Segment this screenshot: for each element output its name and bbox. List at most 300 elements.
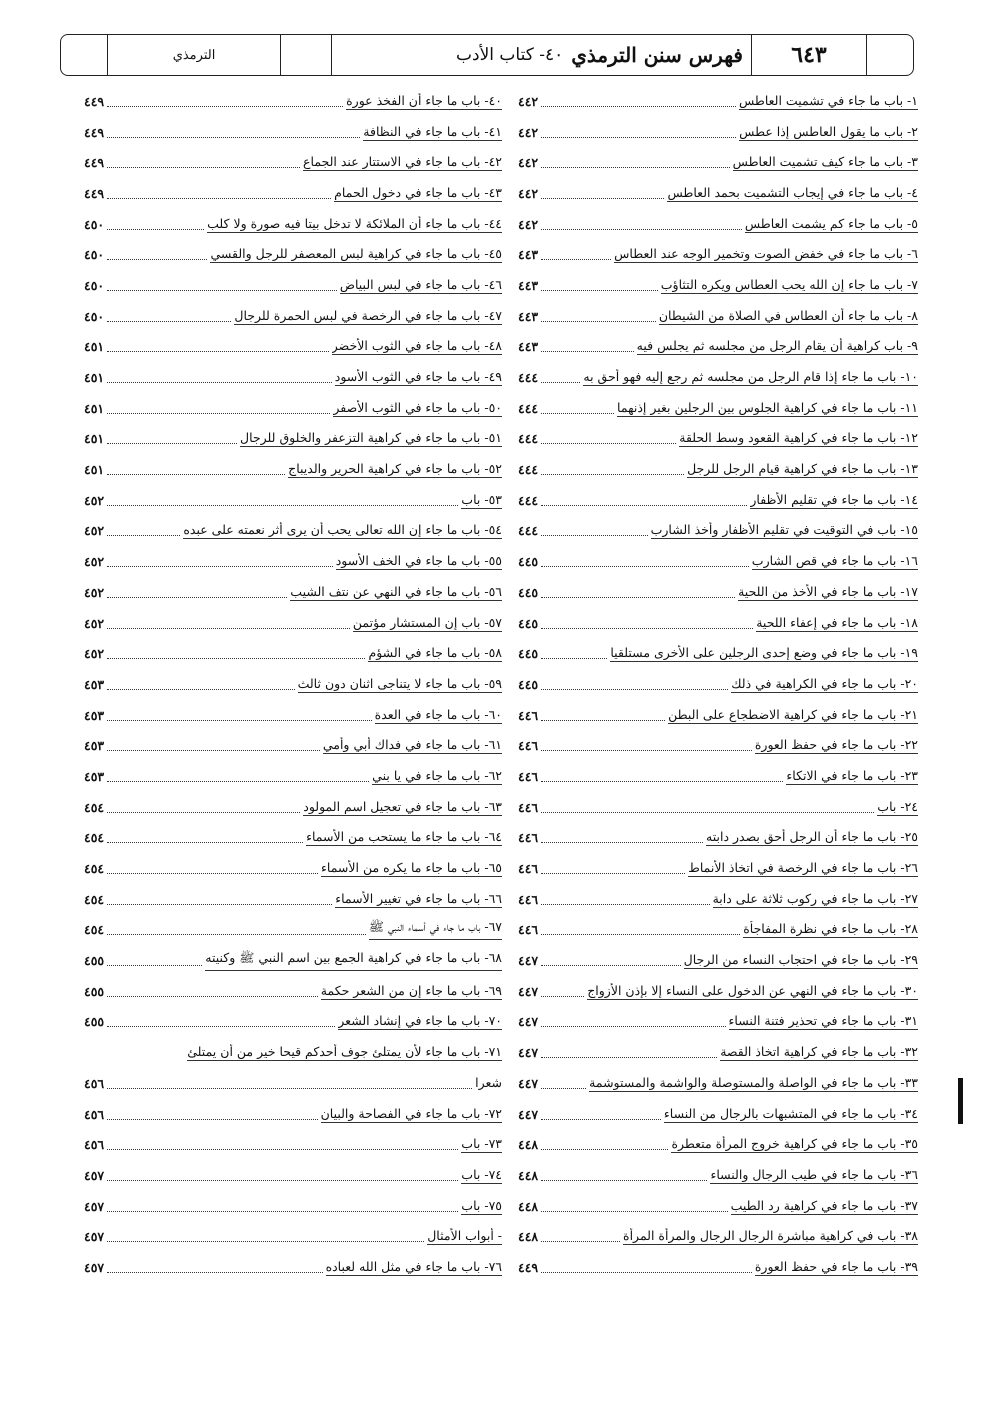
leader-dots [541,934,740,935]
entry-page: ٤٥٢ [84,584,105,600]
toc-right-column [518,86,918,1283]
running-head: الترمذي [107,35,280,75]
leader-dots [107,321,231,322]
entry-title: ٦٨- باب ما جاء في كراهية الجمع بين اسم النبي ﷺ وكنيته [205,950,502,971]
leader-dots [107,689,294,690]
toc-entry [84,239,502,270]
entry-title: ٤٩- باب ما جاء في الثوب الأسود [334,369,502,385]
toc-entry [84,454,502,485]
entry-page: ٤٤٣ [518,247,539,263]
page-number: ٦٤٣ [751,35,866,75]
entry-page: ٤٤٢ [518,185,539,201]
toc-entry [518,1252,918,1283]
entry-page: ٤٤٩ [84,185,105,201]
entry-title: ٣١- باب ما جاء في تحذير فتنة النساء [728,1013,918,1029]
toc-entry [84,884,502,915]
entry-title: ١٢- باب ما جاء في كراهية القعود وسط الحلقة [679,430,918,446]
entry-title: ٢٣- باب ما جاء في الاتكاء [786,767,918,783]
toc-entry [84,301,502,332]
toc-entry [518,332,918,363]
entry-title: ٤٧- باب ما جاء في الرخصة في لبس الحمرة للرجال [234,307,502,323]
entry-title: - أبواب الأمثال [427,1228,502,1244]
entry-page: ٤٥٣ [84,768,105,784]
toc-entry [518,915,918,946]
entry-title: ١٤- باب ما جاء في تقليم الأظفار [750,491,918,507]
leader-dots [541,1241,620,1242]
entry-title: ٦٦- باب ما جاء في تغيير الأسماء [335,890,502,906]
toc-entry [518,1191,918,1222]
toc-entry [518,577,918,608]
leader-dots [541,443,676,444]
entry-title: ٢٥- باب ما جاء أن الرجل أحق بصدر دابته [706,829,918,845]
toc-entry [84,393,502,424]
toc-entry [84,608,502,639]
entry-page: ٤٤٦ [518,891,539,907]
toc-entry [84,1191,502,1222]
entry-page: ٤٥٠ [84,277,105,293]
entry-title: ٤٨- باب ما جاء في الثوب الأخضر [331,338,502,354]
entry-page: ٤٤٥ [518,646,539,662]
toc-entry [518,823,918,854]
entry-page: ٤٤٤ [518,370,539,386]
entry-title: ٤٦- باب ما جاء في لبس البياض [339,276,502,292]
toc-entry [518,976,918,1007]
entry-page: ٤٤٥ [518,615,539,631]
entry-page: ٤٤٨ [518,1198,539,1214]
entry-title: ٣- باب ما جاء كيف تشميت العاطس [732,154,918,170]
toc-entry [84,1037,502,1068]
entry-page: ٤٤٣ [518,277,539,293]
entry-page: ٤٥٣ [84,676,105,692]
entry-page: ٤٥٧ [84,1259,105,1275]
entry-page: ٤٤٤ [518,400,539,416]
entry-title: ٧٥- باب [461,1197,502,1213]
entry-title: ٦٣- باب ما جاء في تعجيل اسم المولود [303,798,502,814]
entry-page: ٤٤٧ [518,1106,539,1122]
toc-entry [84,915,502,946]
entry-page: ٤٥٦ [84,1137,105,1153]
toc-entry [518,393,918,424]
toc-entry [518,853,918,884]
entry-page: ٤٤٤ [518,523,539,539]
toc-entry [84,1129,502,1160]
entry-page: ٤٥٦ [84,1075,105,1091]
toc-entry [84,761,502,792]
leader-dots [541,996,584,997]
toc-entry [518,1007,918,1038]
toc-entry [84,730,502,761]
entry-page: ٤٥٧ [84,1229,105,1245]
leader-dots [107,1026,335,1027]
leader-dots [107,658,365,659]
entry-title: ٢١- باب ما جاء في كراهية الاضطجاع على البطن [668,706,918,722]
entry-title: ٥٧- باب إن المستشار مؤتمن [352,614,502,630]
leader-dots [107,290,337,291]
entry-title: ٤٠- باب ما جاء أن الفخذ عورة [346,92,502,108]
leader-dots [107,1119,317,1120]
entry-page: ٤٤٧ [518,1045,539,1061]
leader-dots [541,965,681,966]
entry-page: ٤٤٥ [518,584,539,600]
toc-entry [518,1160,918,1191]
entry-title: ٧٢- باب ما جاء في الفصاحة والبيان [320,1105,502,1121]
entry-page: ٤٤٧ [518,1075,539,1091]
entry-title: ١٥- باب في التوقيت في تقليم الأظفار وأخذ الشارب [650,522,918,538]
entry-page: ٤٤٩ [84,155,105,171]
entry-title: ٥١- باب ما جاء في كراهية التزعفر والخلوق للرجال [240,430,502,446]
leader-dots [541,259,611,260]
toc-entry [518,669,918,700]
entry-page: ٤٥٥ [84,953,105,969]
toc-entry [84,1099,502,1130]
leader-dots [541,505,747,506]
toc-entry [518,178,918,209]
entry-title: ١٦- باب ما جاء في قص الشارب [751,553,918,569]
toc-entry [518,1099,918,1130]
entry-page: ٤٥١ [84,370,105,386]
toc-entry [84,700,502,731]
leader-dots [541,351,634,352]
entry-title: ١٠- باب ما جاء إذا قام الرجل من مجلسه ثم رجع إليه فهو أحق به [583,369,918,385]
toc-entry [518,1037,918,1068]
leader-dots [541,535,647,536]
entry-page: ٤٥٠ [84,247,105,263]
entry-title: شعرا [475,1075,502,1091]
toc-entry [84,117,502,148]
entry-title: ٣٢- باب ما جاء في كراهية اتخاذ القصة [720,1044,918,1060]
entry-page: ٤٥٦ [84,1106,105,1122]
leader-dots [541,658,607,659]
toc-entry [84,178,502,209]
toc-entry [84,1007,502,1038]
entry-title: ٥٥- باب ما جاء في الخف الأسود [335,553,502,569]
entry-page: ٤٤٧ [518,953,539,969]
entry-title: ٩- باب كراهية أن يقام الرجل من مجلسه ثم يجلس فيه [636,338,918,354]
entry-title: ٦٠- باب ما جاء في العدة [374,706,502,722]
toc-entry [518,1221,918,1252]
entry-title: ٣٥- باب ما جاء في كراهية خروج المرأة متعطرة [671,1136,918,1152]
book-title: فهرس سنن الترمذي [571,43,743,67]
entry-page: ٤٤٧ [518,983,539,999]
entry-title: ١- باب ما جاء في تشميت العاطس [738,92,918,108]
entry-page: ٤٥٣ [84,707,105,723]
entry-page: ٤٥٢ [84,615,105,631]
leader-dots [107,259,207,260]
leader-dots [107,628,350,629]
toc-entry [518,270,918,301]
toc-entry [84,638,502,669]
leader-dots [107,873,318,874]
leader-dots [107,474,285,475]
entry-title: ٦٧- باب ما جاء في أسماء النبي ﷺ [369,919,502,940]
entry-title: ٢٤- باب [877,798,918,814]
toc-entry [84,1252,502,1283]
entry-page: ٤٤٨ [518,1137,539,1153]
leader-dots [107,535,180,536]
leader-dots [541,720,665,721]
entry-page: ٤٥٧ [84,1167,105,1183]
leader-dots [541,321,656,322]
leader-dots [541,1211,727,1212]
entry-title: ٤- باب ما جاء في إيجاب التشميت بحمد العاطس [667,184,918,200]
entry-title: ٢٠- باب ما جاء في الكراهية في ذلك [731,675,918,691]
entry-title: ٥- باب ما جاء كم يشمت العاطس [744,215,918,231]
entry-title: ٧٤- باب [461,1166,502,1182]
entry-page: ٤٥٥ [84,1014,105,1030]
entry-page: ٤٤٨ [518,1229,539,1245]
header-corner-right [866,35,913,75]
leader-dots [107,781,369,782]
toc-entry [518,516,918,547]
entry-page: ٤٤٩ [84,93,105,109]
entry-page: ٤٤٥ [518,554,539,570]
leader-dots [541,812,874,813]
toc-entry [84,424,502,455]
toc-entry [84,485,502,516]
entry-page: ٤٥٤ [84,922,105,938]
toc-entry [518,485,918,516]
leader-dots [107,137,360,138]
toc-entry [84,147,502,178]
scan-mark [958,1078,963,1124]
leader-dots [541,198,664,199]
entry-title: ١٨- باب ما جاء في إعفاء اللحية [756,614,918,630]
leader-dots [541,597,735,598]
entry-title: ٥٤- باب ما جاء إن الله تعالى يحب أن يرى أثر نعمته على عبده [183,522,502,538]
entry-title: ٦٩- باب ما جاء إن من الشعر حكمة [320,982,502,998]
entry-page: ٤٥٠ [84,308,105,324]
leader-dots [107,229,204,230]
entry-title: ٧٦- باب ما جاء في مثل الله لعباده [325,1258,502,1274]
toc-entry [84,270,502,301]
entry-page: ٤٤٩ [518,1259,539,1275]
entry-title: ٢٦- باب ما جاء في الرخصة في اتخاذ الأنماط [688,860,918,876]
toc-entry [84,1221,502,1252]
entry-title: ٤٢- باب ما جاء في الاستتار عند الجماع [303,154,502,170]
toc-entry [518,700,918,731]
entry-page: ٤٥٢ [84,554,105,570]
entry-title: ٤٤- باب ما جاء أن الملائكة لا تدخل بيتا فيه صورة ولا كلب [207,215,502,231]
leader-dots [541,873,685,874]
entry-page: ٤٥١ [84,431,105,447]
entry-title: ٥٠- باب ما جاء في الثوب الأصفر [333,399,502,415]
entry-title: ٦- باب ما جاء في خفض الصوت وتخمير الوجه عند العطاس [614,246,918,262]
leader-dots [107,1241,424,1242]
entry-title: ٧٠- باب ما جاء في إنشاد الشعر [338,1013,502,1029]
toc-entry [518,638,918,669]
toc-left-column [84,86,502,1283]
entry-title: ٣٣- باب ما جاء في الواصلة والمستوصلة والواشمة والمستوشمة [589,1074,918,1090]
header-corner-left [61,35,107,75]
leader-dots [107,443,237,444]
toc-entry [518,884,918,915]
entry-title: ٧٣- باب [461,1136,502,1152]
entry-page: ٤٥٣ [84,738,105,754]
leader-dots [541,1119,661,1120]
toc-entry [518,239,918,270]
leader-dots [107,965,202,966]
entry-title: ١٧- باب ما جاء في الأخذ من اللحية [738,583,918,599]
toc-entry [518,1068,918,1099]
toc-entry [84,516,502,547]
entry-page: ٤٤٨ [518,1167,539,1183]
entry-page: ٤٤٩ [84,124,105,140]
entry-title: ٣٠- باب ما جاء في النهي عن الدخول على النساء إلا بإذن الأزواج [587,982,918,998]
toc-entry [518,608,918,639]
entry-page: ٤٤٤ [518,431,539,447]
entry-page: ٤٥٥ [84,983,105,999]
entry-page: ٤٥٠ [84,216,105,232]
leader-dots [107,904,332,905]
entry-title: ٦٤- باب ما جاء ما يستحب من الأسماء [306,829,502,845]
toc-entry [84,1068,502,1099]
toc-entry [84,823,502,854]
toc-entry [84,209,502,240]
entry-title: ٨- باب ما جاء أن العطاس في الصلاة من الشيطان [658,307,918,323]
leader-dots [541,1057,717,1058]
entry-page: ٤٤٣ [518,339,539,355]
entry-page: ٤٤٣ [518,308,539,324]
leader-dots [541,1180,707,1181]
entry-title: ٥٣- باب [461,491,502,507]
toc-entry [518,730,918,761]
entry-title: ١٩- باب ما جاء في وضع إحدى الرجلين على الأخرى مستلقيا [610,645,918,661]
leader-dots [541,628,753,629]
leader-dots [541,137,736,138]
leader-dots [541,106,736,107]
toc-entry [518,117,918,148]
leader-dots [541,566,749,567]
leader-dots [107,842,303,843]
entry-title: ٦١- باب ما جاء في فداك أبي وأمي [322,737,502,753]
leader-dots [107,198,331,199]
leader-dots [107,597,287,598]
entry-title: ٣٦- باب ما جاء في طيب الرجال والنساء [710,1166,918,1182]
entry-title: ٢٨- باب ما جاء في نظرة المفاجأة [743,921,918,937]
toc-entry [518,424,918,455]
entry-page: ٤٤٦ [518,738,539,754]
leader-dots [107,996,318,997]
leader-dots [107,1272,322,1273]
leader-dots [541,1026,725,1027]
entry-title: ٢٩- باب ما جاء في احتجاب النساء من الرجال [683,952,918,968]
page-header [60,34,914,76]
toc-entry [84,1160,502,1191]
toc-entry [84,976,502,1007]
entry-title: ٧- باب ما جاء إن الله يحب العطاس ويكره التثاؤب [660,276,918,292]
entry-title: ٦٢- باب ما جاء في يا بني [372,767,502,783]
entry-page: ٤٤٦ [518,768,539,784]
leader-dots [107,750,320,751]
leader-dots [541,382,580,383]
leader-dots [107,720,372,721]
entry-page: ٤٤٦ [518,707,539,723]
toc-entry [84,669,502,700]
entry-page: ٤٥١ [84,339,105,355]
toc-entry [84,792,502,823]
toc-entry [84,86,502,117]
entry-page: ٤٤٢ [518,124,539,140]
entry-title: ٢٧- باب ما جاء في ركوب ثلاثة على دابة [712,890,918,906]
toc-entry [84,332,502,363]
leader-dots [107,566,333,567]
entry-page: ٤٥١ [84,400,105,416]
leader-dots [107,351,329,352]
leader-dots [541,290,658,291]
toc-entry [518,209,918,240]
entry-page: ٤٥٤ [84,799,105,815]
entry-page: ٤٤٤ [518,492,539,508]
leader-dots [107,106,343,107]
entry-page: ٤٤٤ [518,462,539,478]
entry-page: ٤٤٢ [518,216,539,232]
leader-dots [107,413,330,414]
toc-entry [84,945,502,976]
toc-entry [518,546,918,577]
header-spacer [280,35,331,75]
leader-dots [107,167,300,168]
leader-dots [107,1088,472,1089]
entry-title: ٦٥- باب ما جاء ما يكره من الأسماء [321,860,502,876]
leader-dots [541,229,742,230]
entry-title: ٥٦- باب ما جاء في النهي عن نتف الشيب [290,583,502,599]
toc-entry [518,147,918,178]
entry-page: ٤٤٦ [518,861,539,877]
leader-dots [541,1088,586,1089]
entry-title: ١٣- باب ما جاء في كراهية قيام الرجل للرجل [687,461,918,477]
toc-entry [518,761,918,792]
entry-title: ٣٩- باب ما جاء في حفظ العورة [754,1258,918,1274]
leader-dots [541,750,752,751]
toc-entry [84,362,502,393]
entry-page: ٤٥٢ [84,646,105,662]
section-title: ٤٠- كتاب الأدب [456,45,564,65]
entry-page: ٤٥٤ [84,861,105,877]
entry-title: ٤٥- باب ما جاء في كراهية لبس المعصفر للرجل والقسي [210,246,502,262]
toc-entry [84,853,502,884]
entry-title: ٣٤- باب ما جاء في المتشبهات بالرجال من النساء [663,1105,918,1121]
entry-title: ٣٨- باب في كراهية مباشرة الرجال الرجال والمرأة المرأة [623,1228,918,1244]
leader-dots [107,812,300,813]
entry-page: ٤٤٦ [518,830,539,846]
entry-title: ٤٣- باب ما جاء في دخول الحمام [334,184,502,200]
entry-page: ٤٥٧ [84,1198,105,1214]
toc-entry [518,362,918,393]
header-title [331,35,751,75]
leader-dots [107,505,458,506]
entry-title: ٤١- باب ما جاء في النظافة [363,123,502,139]
entry-page: ٤٥٤ [84,891,105,907]
entry-title: ٥٢- باب ما جاء في كراهية الحرير والديباج [288,461,502,477]
entry-page: ٤٤٢ [518,93,539,109]
leader-dots [107,382,332,383]
leader-dots [541,167,730,168]
leader-dots [541,781,783,782]
leader-dots [541,1272,752,1273]
leader-dots [541,904,709,905]
entry-title: ٢٢- باب ما جاء في حفظ العورة [754,737,918,753]
leader-dots [107,1149,458,1150]
toc-entry [518,454,918,485]
toc-entry [518,86,918,117]
entry-title: ٧١- باب ما جاء لأن يمتلئ جوف أحدكم قيحا خير من أن يمتلئ [187,1044,502,1060]
toc-entry [84,546,502,577]
entry-page: ٤٤٢ [518,155,539,171]
entry-page: ٤٤٥ [518,676,539,692]
entry-page: ٤٤٦ [518,922,539,938]
entry-page: ٤٥٤ [84,830,105,846]
entry-title: ٢- باب ما يقول العاطس إذا عطس [739,123,918,139]
